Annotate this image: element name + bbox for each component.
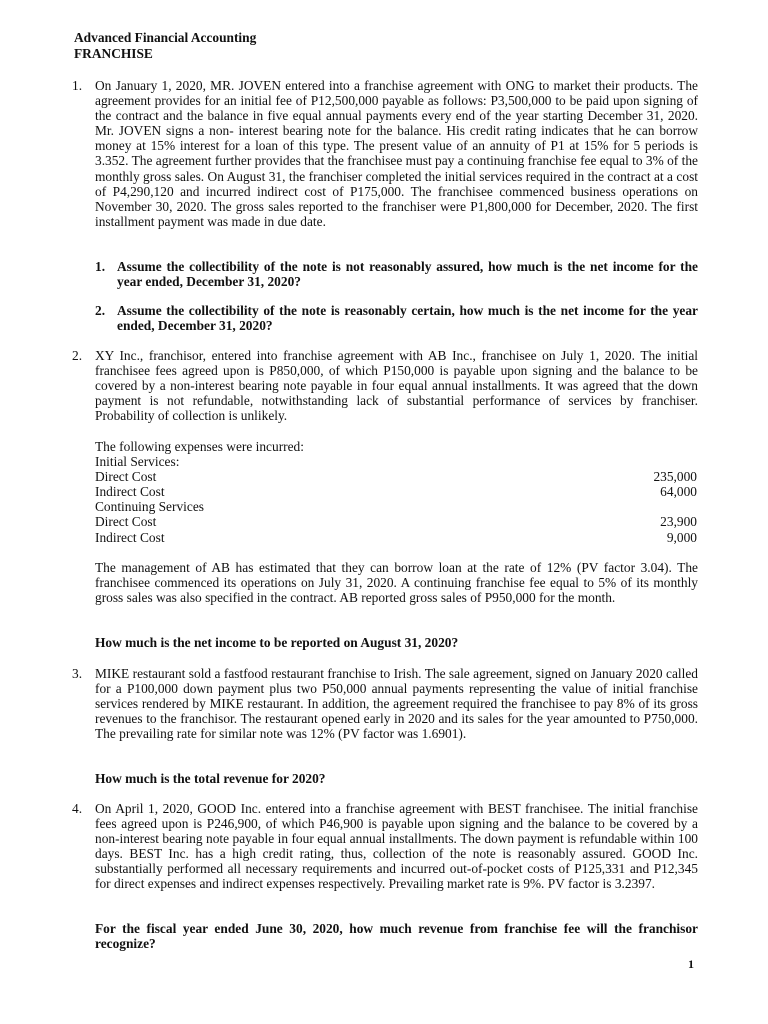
expense-row bbox=[95, 514, 697, 529]
expense-label: Direct Cost bbox=[95, 514, 157, 530]
problem-text: XY Inc., franchisor, entered into franchise agreement with AB Inc., franchisee on July 1, 2020. The initial franchisee fees agreed upon is P850,000, of which P150,000 is payable upon signing and the balance to be covered by a non-interest bearing note payable in four equal annual installments. It was agreed that the down payment is not refundable, notwithstanding lack of substantial performance of services by franchiser. Probability of collection is unlikely. bbox=[95, 348, 698, 424]
expense-value: 235,000 bbox=[653, 469, 697, 485]
problem-4-question: For the fiscal year ended June 30, 2020, how much revenue from franchise fee will the franchisor recognize? bbox=[95, 921, 698, 952]
problem-4 bbox=[72, 801, 698, 892]
problem-text: On January 1, 2020, MR. JOVEN entered into a franchise agreement with ONG to market their products. The agreement provides for an initial fee of P12,500,000 payable as follows: P3,500,000 to be paid upon signing of the contract and the balance in five equal annual payments every end of the year starting December 31, 2020. Mr. JOVEN signs a non- interest bearing note for the balance. His credit rating indicates that he can borrow money at 15% interest for a loan of this type. The present value of an annuity of P1 at 15% for 5 periods is 3.352. The agreement further provides that the franchisee must pay a continuing franchise fee equal to 3% of the monthly gross sales. On August 31, the franchiser completed the initial services required in the contract at a cost of P4,290,120 and incurred indirect cost of P175,000. The franchisee commenced business operations on November 30, 2020. The gross sales reported to the franchiser were P1,800,000 for December, 2020. The first installment payment was made in due date. bbox=[95, 78, 698, 229]
problem-1 bbox=[72, 78, 698, 229]
problem-2 bbox=[72, 348, 698, 423]
expense-row bbox=[95, 454, 697, 469]
question-text: Assume the collectibility of the note is not reasonably assured, how much is the net income for the year ended, December 31, 2020? bbox=[117, 259, 698, 290]
expense-value: 9,000 bbox=[666, 529, 697, 545]
topic-title: FRANCHISE bbox=[74, 46, 153, 61]
problem-number: 1. bbox=[72, 78, 83, 93]
problem-text: MIKE restaurant sold a fastfood restaurant franchise to Irish. The sale agreement, signed on January 2020 called for a P100,000 down payment plus two P50,000 annual payments representing the value of initial franchise services rendered by MIKE restaurant. In addition, the agreement required the franchisee to pay 8% of its gross revenues to the franchisor. The restaurant opened early in 2020 and its sales for the year amounted to P750,000. The prevailing rate for similar note was 12% (PV factor was 1.6901). bbox=[95, 666, 698, 742]
question-number: 2. bbox=[95, 303, 106, 318]
expense-value: 64,000 bbox=[660, 484, 697, 500]
problem-1-question-1 bbox=[95, 259, 698, 289]
expense-row bbox=[95, 530, 697, 545]
expense-row bbox=[95, 499, 697, 514]
problem-number: 4. bbox=[72, 801, 83, 816]
expense-label: Initial Services: bbox=[95, 454, 180, 470]
expenses-table bbox=[95, 439, 697, 545]
expense-label: Direct Cost bbox=[95, 469, 157, 485]
problem-1-question-2 bbox=[95, 303, 698, 333]
expense-label: Indirect Cost bbox=[95, 529, 165, 545]
problem-text: On April 1, 2020, GOOD Inc. entered into a franchise agreement with BEST franchisee. The initial franchise fees agreed upon is P246,900, of which P46,900 is payable upon signing and the balance to be covered by a non-interest bearing note payable in four equal annual installments. The down payment is refundable within 100 days. BEST Inc. has a high credit rating, thus, collection of the note is reasonably assured. GOOD Inc. substantially performed all necessary requirements and incurred out-of-pocket costs of P125,331 and P12,345 for direct expenses and indirect expenses respectively. Prevailing market rate is 9%. PV factor is 3.2397. bbox=[95, 801, 698, 892]
expense-label: Indirect Cost bbox=[95, 484, 165, 500]
question-number: 1. bbox=[95, 259, 106, 274]
course-title: Advanced Financial Accounting bbox=[74, 30, 257, 45]
problem-2-question: How much is the net income to be reported on August 31, 2020? bbox=[95, 635, 459, 650]
expense-label: Continuing Services bbox=[95, 499, 204, 515]
document-header bbox=[74, 30, 256, 62]
expense-value: 23,900 bbox=[660, 514, 697, 530]
expenses-intro: The following expenses were incurred: bbox=[95, 439, 304, 454]
expense-row bbox=[95, 484, 697, 499]
problem-3 bbox=[72, 666, 698, 741]
question-text: Assume the collectibility of the note is reasonably certain, how much is the net income for the year ended, December 31, 2020? bbox=[117, 303, 698, 334]
problem-number: 3. bbox=[72, 666, 83, 681]
problem-3-question: How much is the total revenue for 2020? bbox=[95, 771, 326, 786]
problem-2-followup: The management of AB has estimated that they can borrow loan at the rate of 12% (PV factor 3.04). The franchisee commenced its operations on July 31, 2020. A continuing franchise fee equal to 5% of its monthly gross sales was also specified in the contract. AB reported gross sales of P950,000 for the month. bbox=[95, 560, 698, 606]
expense-row bbox=[95, 469, 697, 484]
page-number: 1 bbox=[688, 957, 694, 971]
problem-number: 2. bbox=[72, 348, 83, 363]
